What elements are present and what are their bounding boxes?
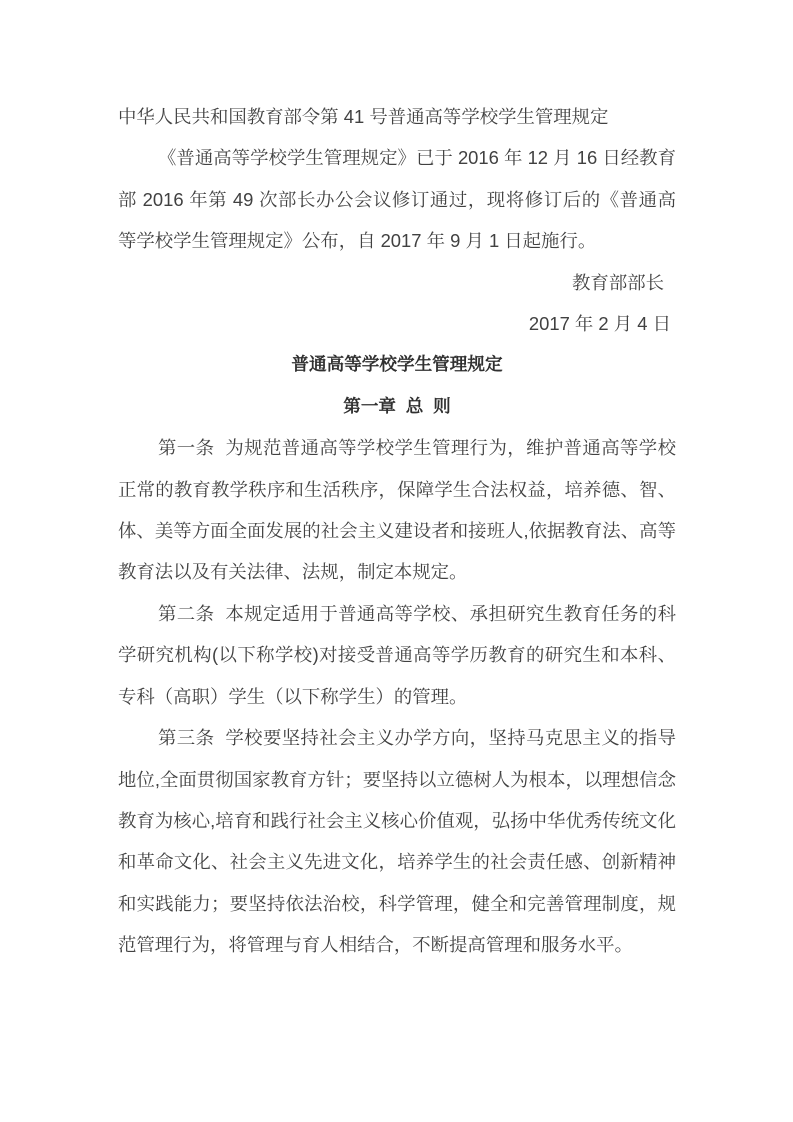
document-content: [118, 96, 676, 966]
article-3-paragraph: 第三条 学校要坚持社会主义办学方向，坚持马克思主义的指导地位,全面贯彻国家教育方针；要坚持以立德树人为根本，以理想信念教育为核心,培育和践行社会主义核心价值观，弘扬中华优秀传统文化和革命文化、社会主义先进文化，培养学生的社会责任感、创新精神和实践能力；要坚持依法治校，科学管理，健全和完善管理制度，规范管理行为，将管理与育人相结合，不断提高管理和服务水平。: [118, 727, 676, 956]
signature-line: 教育部部长: [572, 271, 664, 293]
article-2-paragraph: 第二条 本规定适用于普通高等学校、承担研究生教育任务的科学研究机构(以下称学校)对接受普通高等学历教育的研究生和本科、专科（高职）学生（以下称学生）的管理。: [118, 602, 676, 707]
article-1-paragraph: 第一条 为规范普通高等学校学生管理行为，维护普通高等学校正常的教育教学秩序和生活秩序，保障学生合法权益，培养德、智、体、美等方面全面发展的社会主义建设者和接班人,依据教育法、高等教育法以及有关法律、法规，制定本规定。: [118, 437, 676, 583]
date-line: 2017 年 2 月 4 日: [528, 313, 671, 335]
announcement-paragraph: 《普通高等学校学生管理规定》已于 2016 年 12 月 16 日经教育部 2016 年第 49 次部长办公会议修订通过，现将修订后的《普通高等学校学生管理规定》公布，自 2017 年 9 月 1 日起施行。: [118, 147, 676, 252]
decree-title-line: 中华人民共和国教育部令第 41 号普通高等学校学生管理规定: [118, 106, 609, 127]
chapter-heading: 第一章 总 则: [343, 395, 451, 416]
document-title: 普通高等学校学生管理规定: [291, 354, 503, 375]
